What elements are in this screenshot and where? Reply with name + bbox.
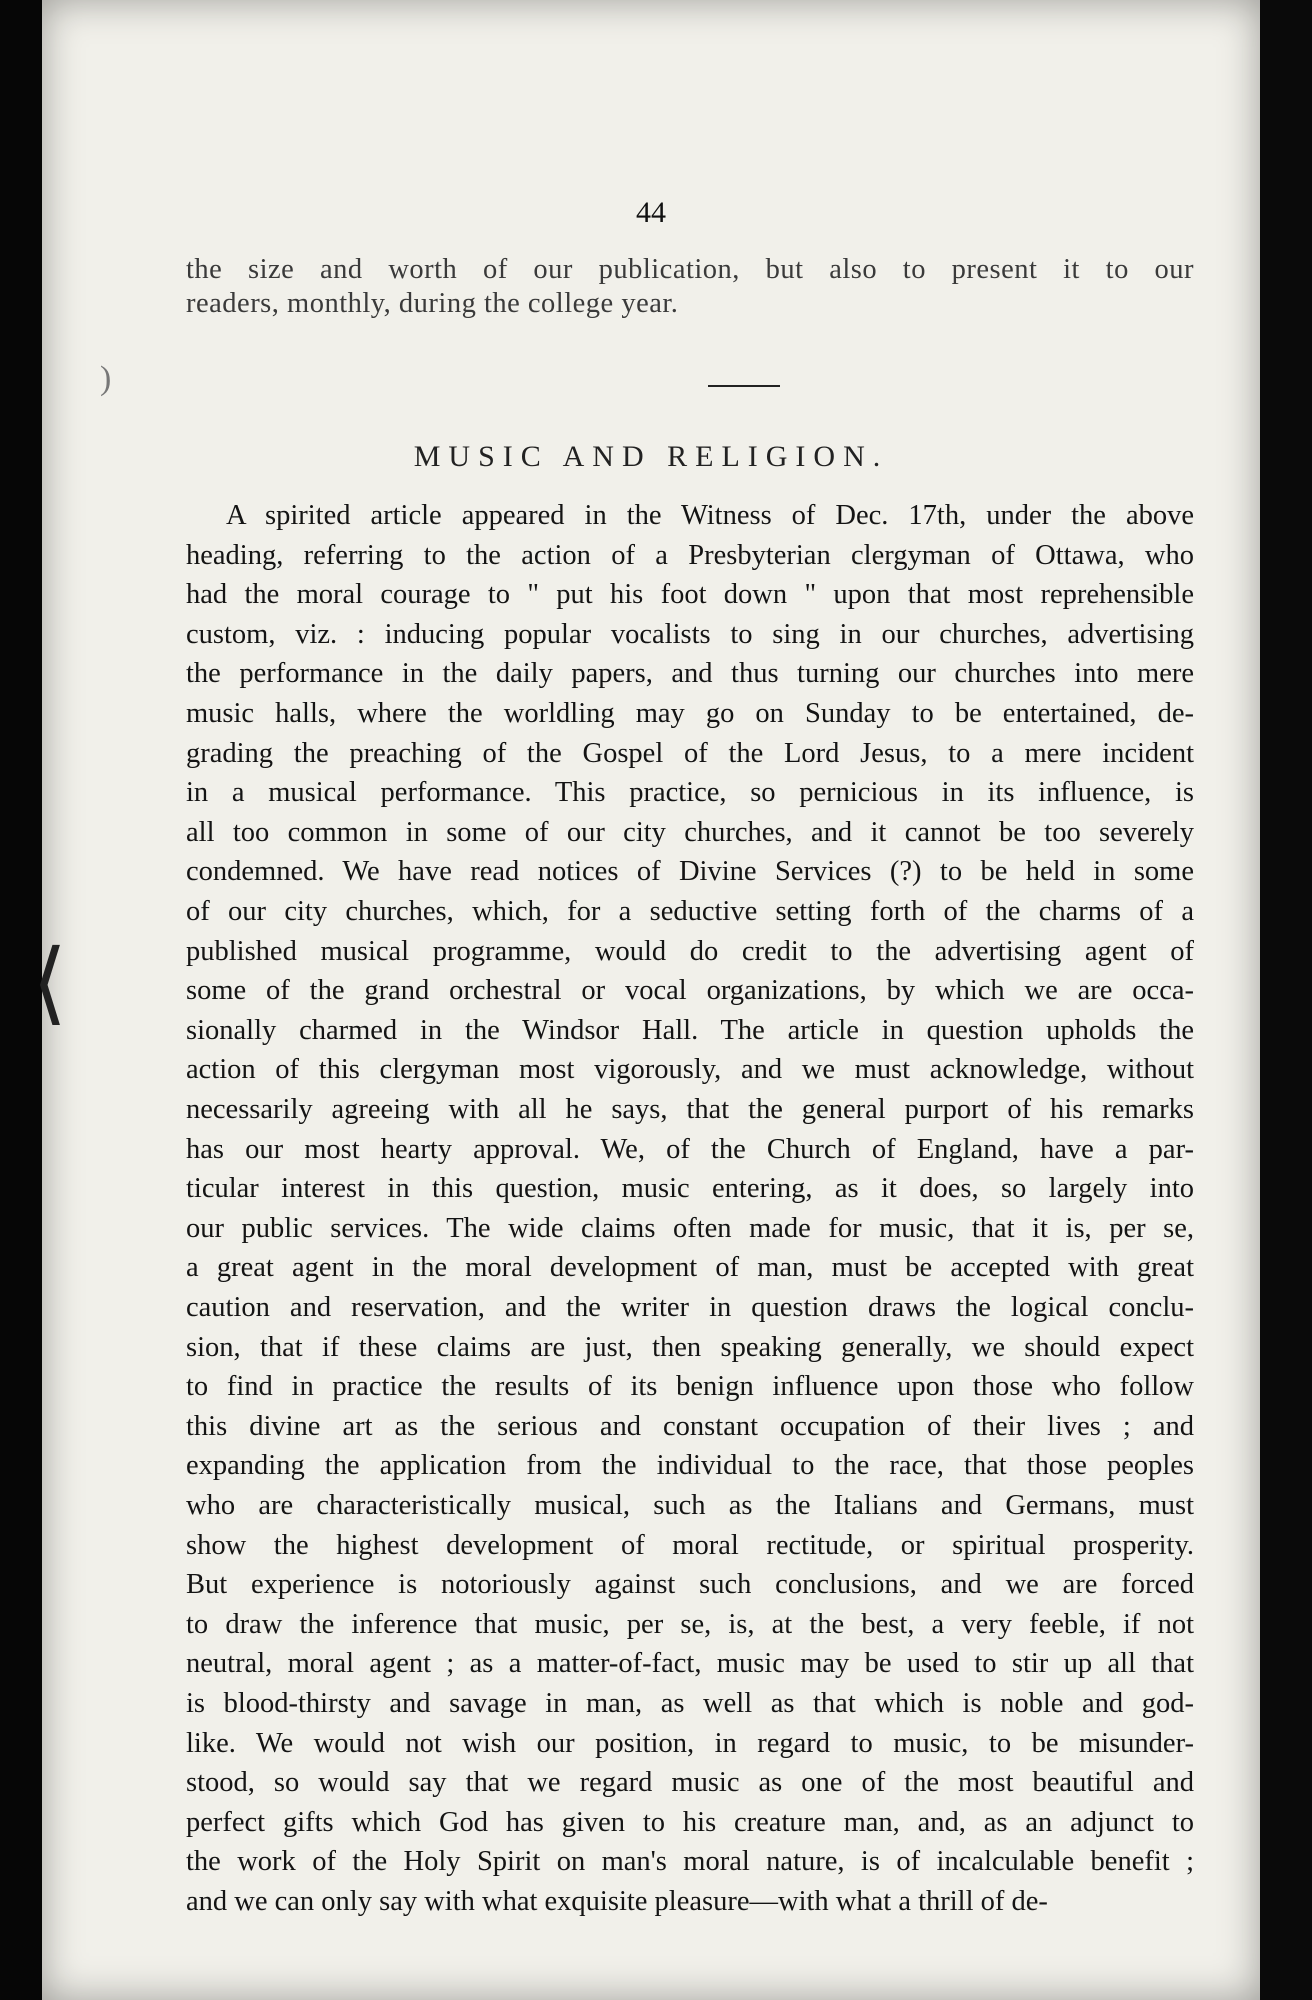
previous-article-tail bbox=[186, 252, 1194, 332]
book-page bbox=[32, 0, 1260, 2000]
text-line: has our most hearty approval. We, of the Church of England, have a par- bbox=[186, 1133, 1194, 1165]
text-line: published musical programme, would do credit to the advertising agent of bbox=[186, 935, 1194, 967]
text-line: perfect gifts which God has given to his creature man, and, as an adjunct to bbox=[186, 1806, 1194, 1838]
text-line: the size and worth of our publication, but also to present it to our bbox=[186, 254, 1194, 285]
text-line: But experience is notoriously against such conclusions, and we are forced bbox=[186, 1569, 1194, 1601]
text-line: music halls, where the worldling may go on Sunday to be entertained, de- bbox=[186, 698, 1194, 729]
scan-right-border bbox=[1260, 0, 1312, 2000]
margin-mark: ) bbox=[100, 360, 112, 397]
text-line: a great agent in the moral development of man, must be accepted with great bbox=[186, 1252, 1194, 1284]
text-line: the performance in the daily papers, and thus turning our churches into mere bbox=[186, 658, 1194, 690]
text-line: grading the preaching of the Gospel of the Lord Jesus, to a mere incident bbox=[186, 737, 1194, 769]
text-line: some of the grand orchestral or vocal organizations, by which we are occa- bbox=[186, 975, 1194, 1007]
text-line: is blood-thirsty and savage in man, as well as that which is noble and god- bbox=[186, 1688, 1194, 1719]
text-line: stood, so would say that we regard music as one of the most beautiful and bbox=[186, 1767, 1194, 1799]
margin-bracket-mark: ⟨ bbox=[32, 934, 68, 1033]
text-line: who are characteristically musical, such as the Italians and Germans, must bbox=[186, 1490, 1194, 1521]
text-line: sionally charmed in the Windsor Hall. The article in question upholds the bbox=[186, 1014, 1194, 1046]
page-number: 44 bbox=[636, 196, 666, 229]
text-line: to draw the inference that music, per se, is, at the best, a very feeble, if not bbox=[186, 1608, 1194, 1640]
text-line: caution and reservation, and the writer in question draws the logical conclu- bbox=[186, 1292, 1194, 1323]
text-line: in a musical performance. This practice, so pernicious in its influence, is bbox=[186, 777, 1194, 809]
text-line: action of this clergyman most vigorously, and we must acknowledge, without bbox=[186, 1054, 1194, 1086]
text-line: A spirited article appeared in the Witness of Dec. 17th, under the above bbox=[226, 500, 1194, 531]
text-line: of our city churches, which, for a seductive setting forth of the charms of a bbox=[186, 896, 1194, 927]
article-body bbox=[186, 498, 1194, 1918]
text-line: custom, viz. : inducing popular vocalists to sing in our churches, advertising bbox=[186, 618, 1194, 650]
text-line: our public services. The wide claims often made for music, that it is, per se, bbox=[186, 1212, 1194, 1244]
text-line: had the moral courage to " put his foot down " upon that most reprehensible bbox=[186, 579, 1194, 611]
article-heading: MUSIC AND RELIGION. bbox=[413, 440, 889, 473]
text-line: and we can only say with what exquisite pleasure—with what a thrill of de- bbox=[186, 1886, 1048, 1917]
text-line: necessarily agreeing with all he says, that the general purport of his remarks bbox=[186, 1094, 1194, 1125]
section-divider bbox=[708, 385, 780, 387]
text-line: expanding the application from the individual to the race, that those peoples bbox=[186, 1450, 1194, 1482]
text-line: neutral, moral agent ; as a matter-of-fact, music may be used to stir up all that bbox=[186, 1648, 1194, 1680]
text-line: the work of the Holy Spirit on man's moral nature, is of incalculable benefit ; bbox=[186, 1846, 1194, 1878]
text-line: all too common in some of our city churches, and it cannot be too severely bbox=[186, 816, 1194, 848]
text-line: sion, that if these claims are just, then speaking generally, we should expect bbox=[186, 1331, 1194, 1363]
text-line: readers, monthly, during the college year. bbox=[186, 288, 679, 319]
text-line: condemned. We have read notices of Divine Services (?) to be held in some bbox=[186, 856, 1194, 888]
text-line: ticular interest in this question, music entering, as it does, so largely into bbox=[186, 1173, 1194, 1205]
text-line: this divine art as the serious and constant occupation of their lives ; and bbox=[186, 1410, 1194, 1442]
text-line: heading, referring to the action of a Presbyterian clergyman of Ottawa, who bbox=[186, 539, 1194, 571]
text-line: show the highest development of moral rectitude, or spiritual prosperity. bbox=[186, 1529, 1194, 1561]
text-line: to find in practice the results of its benign influence upon those who follow bbox=[186, 1371, 1194, 1403]
text-line: like. We would not wish our position, in regard to music, to be misunder- bbox=[186, 1727, 1194, 1759]
